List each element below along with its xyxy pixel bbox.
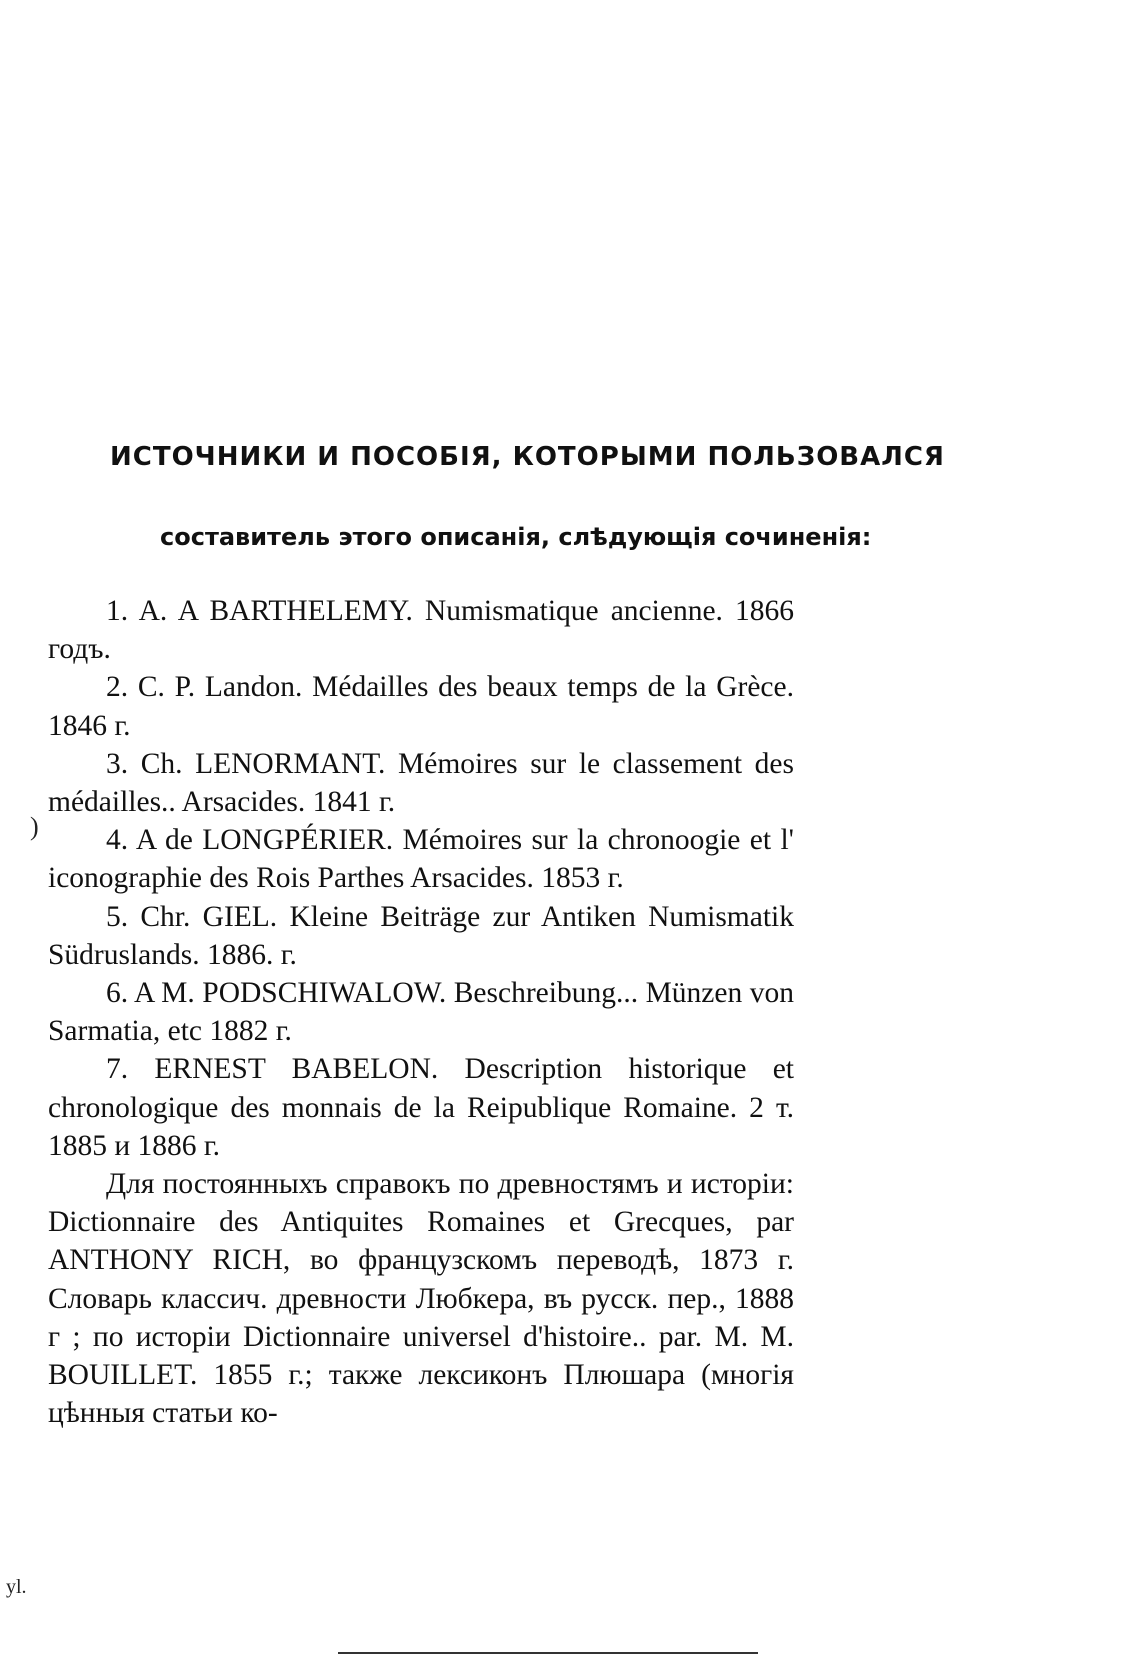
entry-6: 6. A M. PODSCHIWALOW. Beschreibung... Münzen von Sarmatia, etc 1882 г. xyxy=(48,977,794,1048)
margin-bottom-note: уl. xyxy=(6,1576,27,1598)
entry-1: 1. A. A BARTHELEMY. Numismatique ancienne. 1866 годъ. xyxy=(48,595,794,666)
margin-paren-note: ) xyxy=(30,812,39,841)
entry-4: 4. A de LONGPÉRIER. Mémoires sur la chronoogie et l' iconographie des Rois Parthes Arsacides. 1853 г. xyxy=(48,824,794,895)
heading-subtitle: составитель этого описанія, слѣдующія сочиненія: xyxy=(160,523,872,551)
heading-title: ИСТОЧНИКИ И ПОСОБІЯ, КОТОРЫМИ ПОЛЬЗОВАЛСЯ xyxy=(110,442,945,472)
closing-paragraph: Для постоянныхъ справокъ по древностямъ и исторіи: Dictionnaire des Antiquites Romaines et Grecques, par ANTHONY RICH, во французскомъ переводѣ, 1873 г. Словарь классич. древности Любкера, въ русск. пер., 1888 г ; по исторіи Dictionnaire universel d'histoire.. par. M. M. BOUILLET. 1855 г.; также лексиконъ Плюшара (многія цѣнныя статьи ко- xyxy=(48,1168,794,1430)
bottom-rule xyxy=(338,1652,758,1654)
entry-7: 7. ERNEST BABELON. Description historique et chronologique des monnais de la Reipublique Romaine. 2 т. 1885 и 1886 г. xyxy=(48,1053,794,1162)
entry-2: 2. C. P. Landon. Médailles des beaux temps de la Grèce. 1846 г. xyxy=(48,671,794,742)
entry-5: 5. Chr. GIEL. Kleine Beiträge zur Antiken Numismatik Südruslands. 1886. г. xyxy=(48,900,794,971)
bibliography xyxy=(48,592,794,1432)
entry-3: 3. Ch. LENORMANT. Mémoires sur le classement des médailles.. Arsacides. 1841 г. xyxy=(48,747,794,819)
